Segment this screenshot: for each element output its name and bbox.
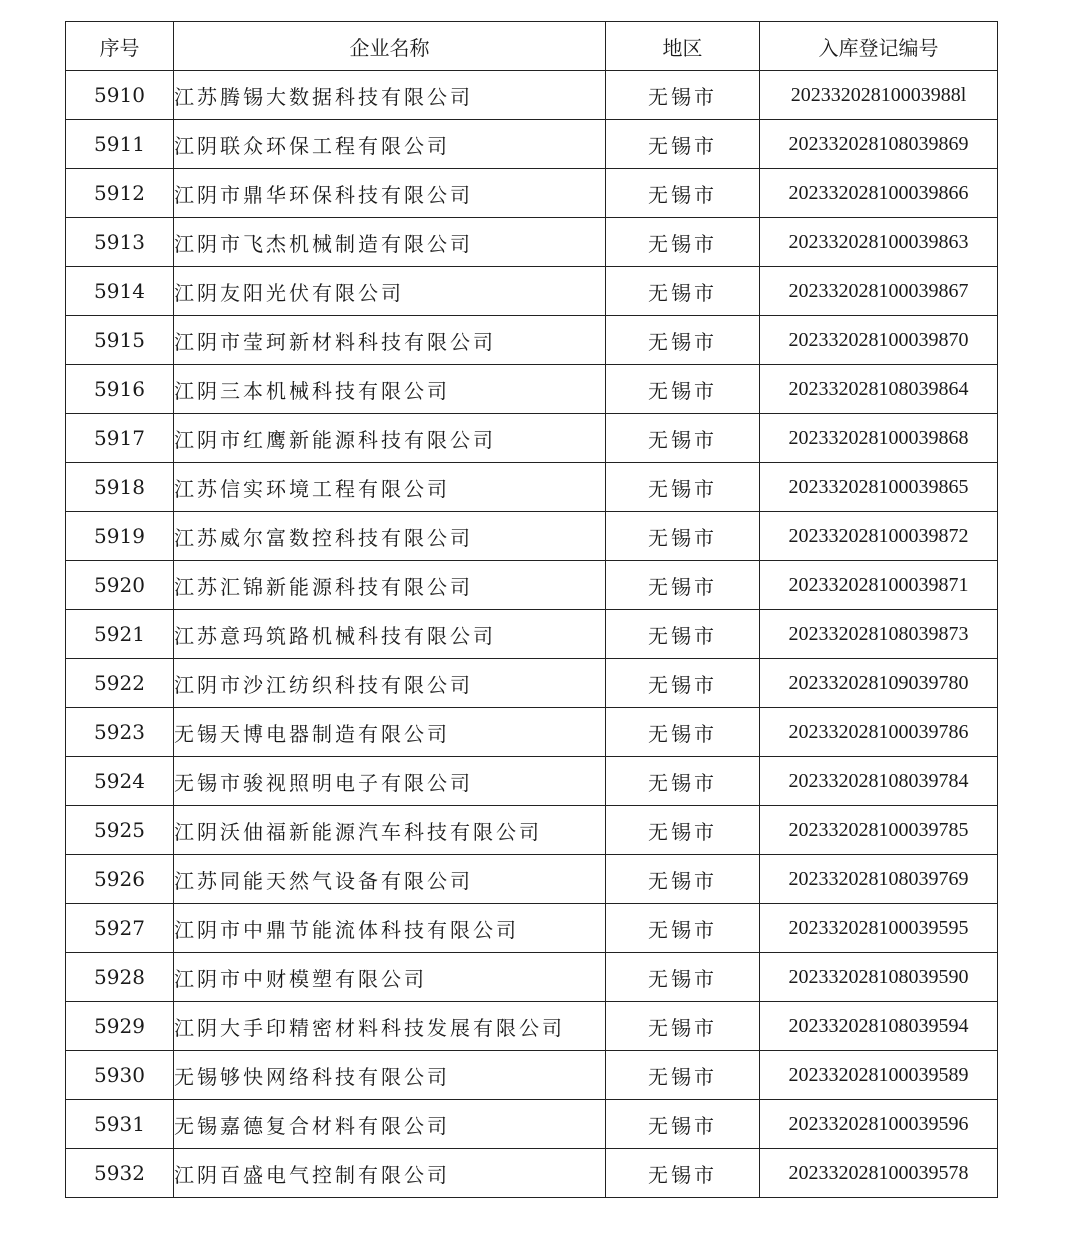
header-seq: 序号 bbox=[66, 22, 174, 71]
row-region-cell: 无锡市 bbox=[606, 904, 760, 953]
row-seq-cell: 5914 bbox=[66, 267, 174, 316]
table-row bbox=[66, 953, 998, 1002]
row-registration-number-cell: 202332028108039594 bbox=[760, 1002, 998, 1051]
row-region-cell: 无锡市 bbox=[606, 120, 760, 169]
row-region-cell: 无锡市 bbox=[606, 1051, 760, 1100]
row-registration-number-cell: 20233202810003988l bbox=[760, 71, 998, 120]
row-seq-cell: 5918 bbox=[66, 463, 174, 512]
row-registration-number-cell: 202332028109039780 bbox=[760, 659, 998, 708]
row-region-cell: 无锡市 bbox=[606, 610, 760, 659]
row-region-cell: 无锡市 bbox=[606, 169, 760, 218]
row-seq-cell: 5928 bbox=[66, 953, 174, 1002]
row-registration-number-cell: 202332028108039590 bbox=[760, 953, 998, 1002]
row-seq-cell: 5927 bbox=[66, 904, 174, 953]
table-row bbox=[66, 218, 998, 267]
row-region-cell: 无锡市 bbox=[606, 757, 760, 806]
row-seq-cell: 5911 bbox=[66, 120, 174, 169]
row-region-cell: 无锡市 bbox=[606, 1149, 760, 1198]
table-row bbox=[66, 610, 998, 659]
row-company-name-cell: 江苏汇锦新能源科技有限公司 bbox=[174, 561, 606, 610]
row-company-name-cell: 江阴三本机械科技有限公司 bbox=[174, 365, 606, 414]
table-row bbox=[66, 71, 998, 120]
registry-table bbox=[65, 21, 998, 1198]
row-region-cell: 无锡市 bbox=[606, 561, 760, 610]
row-region-cell: 无锡市 bbox=[606, 1100, 760, 1149]
row-region-cell: 无锡市 bbox=[606, 659, 760, 708]
row-registration-number-cell: 202332028100039863 bbox=[760, 218, 998, 267]
table-row bbox=[66, 267, 998, 316]
header-row bbox=[66, 22, 998, 71]
row-seq-cell: 5922 bbox=[66, 659, 174, 708]
table-row bbox=[66, 365, 998, 414]
row-company-name-cell: 江阴大手印精密材料科技发展有限公司 bbox=[174, 1002, 606, 1051]
row-company-name-cell: 江苏信实环境工程有限公司 bbox=[174, 463, 606, 512]
row-seq-cell: 5916 bbox=[66, 365, 174, 414]
row-region-cell: 无锡市 bbox=[606, 463, 760, 512]
table-row bbox=[66, 561, 998, 610]
row-company-name-cell: 江苏威尔富数控科技有限公司 bbox=[174, 512, 606, 561]
row-region-cell: 无锡市 bbox=[606, 953, 760, 1002]
row-region-cell: 无锡市 bbox=[606, 806, 760, 855]
row-registration-number-cell: 202332028108039873 bbox=[760, 610, 998, 659]
row-seq-cell: 5910 bbox=[66, 71, 174, 120]
row-registration-number-cell: 202332028100039872 bbox=[760, 512, 998, 561]
row-company-name-cell: 无锡嘉德复合材料有限公司 bbox=[174, 1100, 606, 1149]
row-registration-number-cell: 202332028100039868 bbox=[760, 414, 998, 463]
table-row bbox=[66, 708, 998, 757]
row-company-name-cell: 无锡够快网络科技有限公司 bbox=[174, 1051, 606, 1100]
table-row bbox=[66, 414, 998, 463]
row-registration-number-cell: 202332028108039864 bbox=[760, 365, 998, 414]
table-row bbox=[66, 757, 998, 806]
row-company-name-cell: 江阴友阳光伏有限公司 bbox=[174, 267, 606, 316]
table-row bbox=[66, 1100, 998, 1149]
row-company-name-cell: 江阴联众环保工程有限公司 bbox=[174, 120, 606, 169]
row-registration-number-cell: 202332028100039867 bbox=[760, 267, 998, 316]
row-company-name-cell: 江阴市莹珂新材料科技有限公司 bbox=[174, 316, 606, 365]
row-registration-number-cell: 202332028108039784 bbox=[760, 757, 998, 806]
row-region-cell: 无锡市 bbox=[606, 414, 760, 463]
table-row bbox=[66, 806, 998, 855]
row-seq-cell: 5917 bbox=[66, 414, 174, 463]
row-registration-number-cell: 202332028100039785 bbox=[760, 806, 998, 855]
table-row bbox=[66, 659, 998, 708]
row-seq-cell: 5912 bbox=[66, 169, 174, 218]
row-registration-number-cell: 202332028100039596 bbox=[760, 1100, 998, 1149]
row-registration-number-cell: 202332028100039871 bbox=[760, 561, 998, 610]
row-seq-cell: 5913 bbox=[66, 218, 174, 267]
row-region-cell: 无锡市 bbox=[606, 512, 760, 561]
table-row bbox=[66, 512, 998, 561]
table-row bbox=[66, 1149, 998, 1198]
row-seq-cell: 5925 bbox=[66, 806, 174, 855]
row-registration-number-cell: 202332028100039866 bbox=[760, 169, 998, 218]
row-region-cell: 无锡市 bbox=[606, 365, 760, 414]
table-row bbox=[66, 463, 998, 512]
row-region-cell: 无锡市 bbox=[606, 855, 760, 904]
row-seq-cell: 5919 bbox=[66, 512, 174, 561]
row-company-name-cell: 江阴市鼎华环保科技有限公司 bbox=[174, 169, 606, 218]
header-company-name: 企业名称 bbox=[174, 22, 606, 71]
table-row bbox=[66, 316, 998, 365]
table-row bbox=[66, 1051, 998, 1100]
row-region-cell: 无锡市 bbox=[606, 316, 760, 365]
row-company-name-cell: 江阴市中财模塑有限公司 bbox=[174, 953, 606, 1002]
table-row bbox=[66, 1002, 998, 1051]
row-registration-number-cell: 20233202810803986​9 bbox=[760, 120, 998, 169]
row-registration-number-cell: 202332028108039769 bbox=[760, 855, 998, 904]
header-region: 地区 bbox=[606, 22, 760, 71]
row-company-name-cell: 江阴沃伷福新能源汽车科技有限公司 bbox=[174, 806, 606, 855]
row-seq-cell: 5929 bbox=[66, 1002, 174, 1051]
row-company-name-cell: 无锡市骏视照明电子有限公司 bbox=[174, 757, 606, 806]
row-seq-cell: 5920 bbox=[66, 561, 174, 610]
row-region-cell: 无锡市 bbox=[606, 708, 760, 757]
row-registration-number-cell: 202332028100039595 bbox=[760, 904, 998, 953]
row-seq-cell: 5926 bbox=[66, 855, 174, 904]
header-registration-number: 入库登记编号 bbox=[760, 22, 998, 71]
row-region-cell: 无锡市 bbox=[606, 267, 760, 316]
row-registration-number-cell: 202332028100039786 bbox=[760, 708, 998, 757]
row-seq-cell: 5931 bbox=[66, 1100, 174, 1149]
row-seq-cell: 5924 bbox=[66, 757, 174, 806]
table-header bbox=[66, 22, 998, 71]
row-company-name-cell: 江阴市沙江纺织科技有限公司 bbox=[174, 659, 606, 708]
row-seq-cell: 5915 bbox=[66, 316, 174, 365]
table-body bbox=[66, 71, 998, 1198]
row-seq-cell: 5921 bbox=[66, 610, 174, 659]
row-seq-cell: 5923 bbox=[66, 708, 174, 757]
row-company-name-cell: 无锡天博电器制造有限公司 bbox=[174, 708, 606, 757]
table-row bbox=[66, 904, 998, 953]
row-registration-number-cell: 202332028100039589 bbox=[760, 1051, 998, 1100]
table-row bbox=[66, 855, 998, 904]
row-seq-cell: 5932 bbox=[66, 1149, 174, 1198]
row-registration-number-cell: 202332028100039578 bbox=[760, 1149, 998, 1198]
row-region-cell: 无锡市 bbox=[606, 71, 760, 120]
row-region-cell: 无锡市 bbox=[606, 218, 760, 267]
table-row bbox=[66, 120, 998, 169]
row-region-cell: 无锡市 bbox=[606, 1002, 760, 1051]
row-company-name-cell: 江阴市中鼎节能流体科技有限公司 bbox=[174, 904, 606, 953]
row-company-name-cell: 江阴百盛电气控制有限公司 bbox=[174, 1149, 606, 1198]
row-company-name-cell: 江阴市红鹰新能源科技有限公司 bbox=[174, 414, 606, 463]
row-company-name-cell: 江苏意玛筑路机械科技有限公司 bbox=[174, 610, 606, 659]
row-registration-number-cell: 202332028100039870 bbox=[760, 316, 998, 365]
row-company-name-cell: 江阴市飞杰机械制造有限公司 bbox=[174, 218, 606, 267]
row-seq-cell: 5930 bbox=[66, 1051, 174, 1100]
row-company-name-cell: 江苏腾锡大数据科技有限公司 bbox=[174, 71, 606, 120]
row-registration-number-cell: 202332028100039865 bbox=[760, 463, 998, 512]
table-row bbox=[66, 169, 998, 218]
row-company-name-cell: 江苏同能天然气设备有限公司 bbox=[174, 855, 606, 904]
